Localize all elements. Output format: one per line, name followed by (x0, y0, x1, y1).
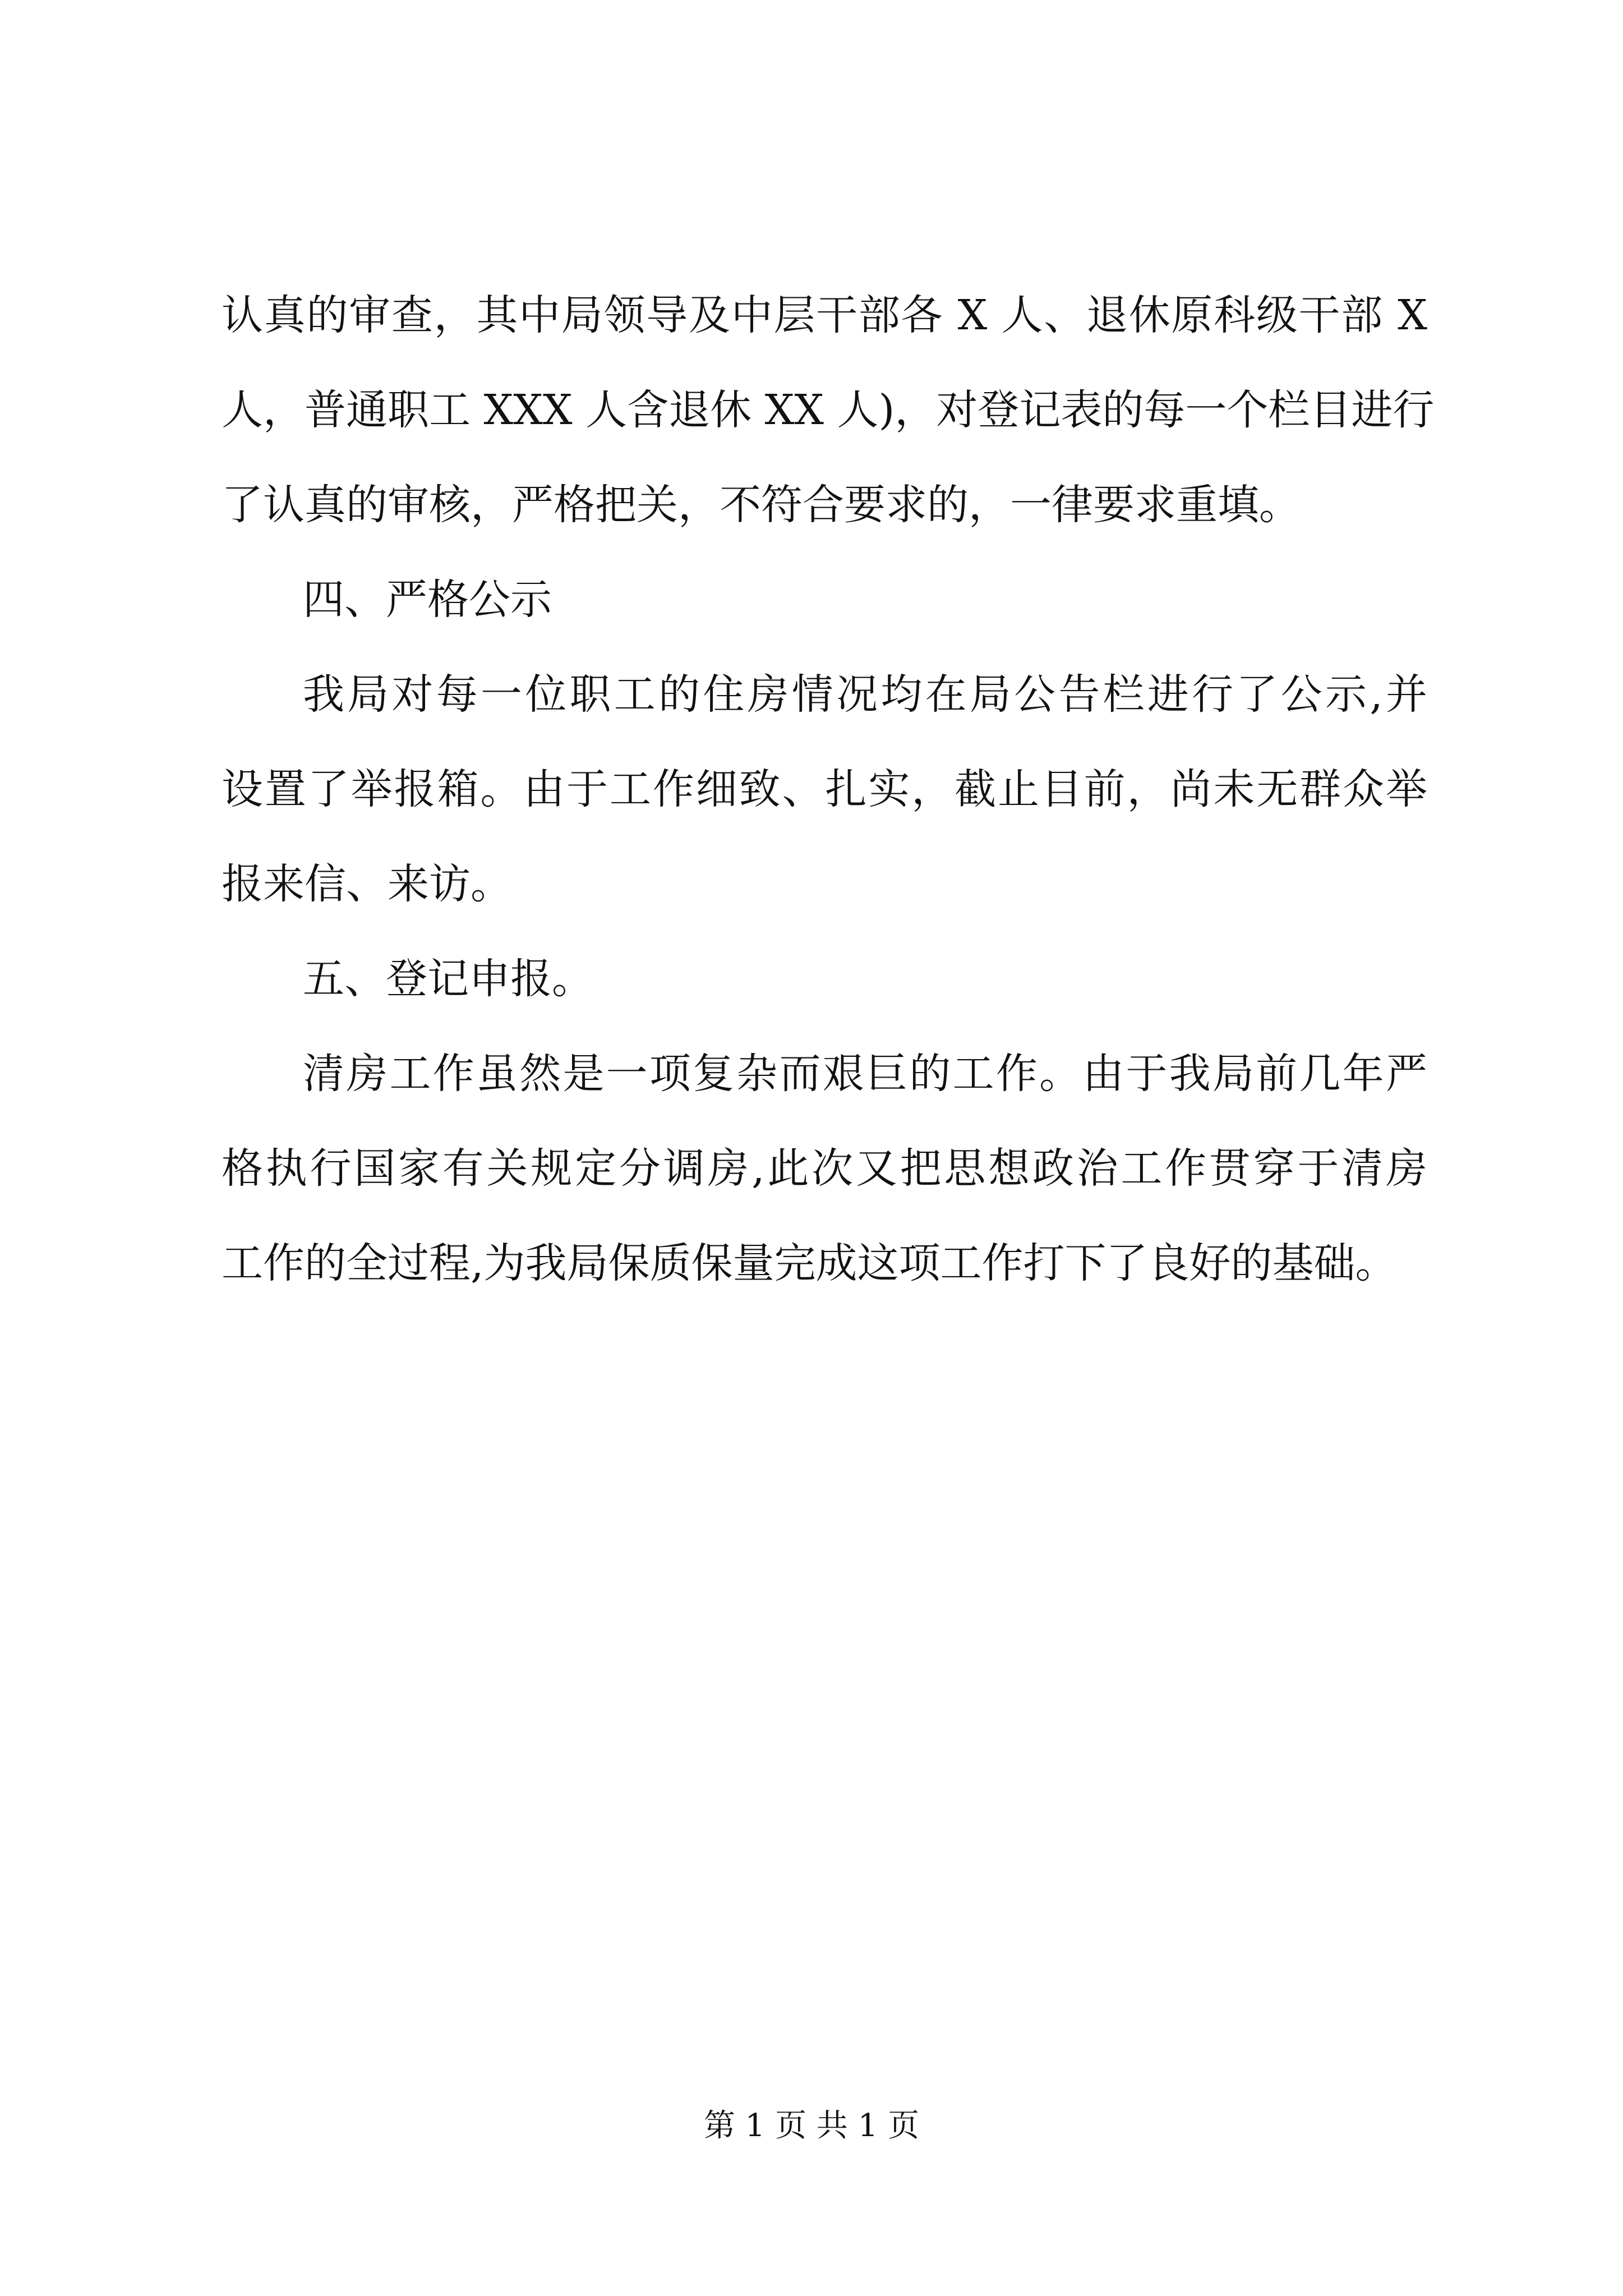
section-heading: 五、登记申报。 (303, 955, 593, 1003)
document-body (222, 268, 1435, 1311)
paragraph-line: 报来信、来访。 (222, 860, 512, 908)
page-number-footer: 第 1 页 共 1 页 (703, 2108, 920, 2144)
paragraph-line: 人，普通职工 XXX 人含退休 XX 人)，对登记表的每一个栏目进行 (222, 386, 1435, 434)
paragraph-line: 我局对每一位职工的住房情况均在局公告栏进行了公示,并 (303, 670, 1427, 719)
paragraph-line: 设置了举报箱。由于工作细致、扎实，截止目前，尚未无群众举 (222, 765, 1427, 813)
paragraph-line: 格执行国家有关规定分调房,此次又把思想政治工作贯穿于清房 (222, 1144, 1427, 1193)
paragraph-line: 认真的审查，其中局领导及中层干部各 X 人、退休原科级干部 X (222, 291, 1427, 339)
paragraph-line: 工作的全过程,为我局保质保量完成这项工作打下了良好的基础。 (222, 1239, 1397, 1287)
paragraph-line: 了认真的审核，严格把关，不符合要求的，一律要求重填。 (222, 481, 1301, 529)
paragraph-line: 清房工作虽然是一项复杂而艰巨的工作。由于我局前几年严 (303, 1050, 1427, 1098)
section-heading: 四、严格公示 (303, 576, 552, 624)
